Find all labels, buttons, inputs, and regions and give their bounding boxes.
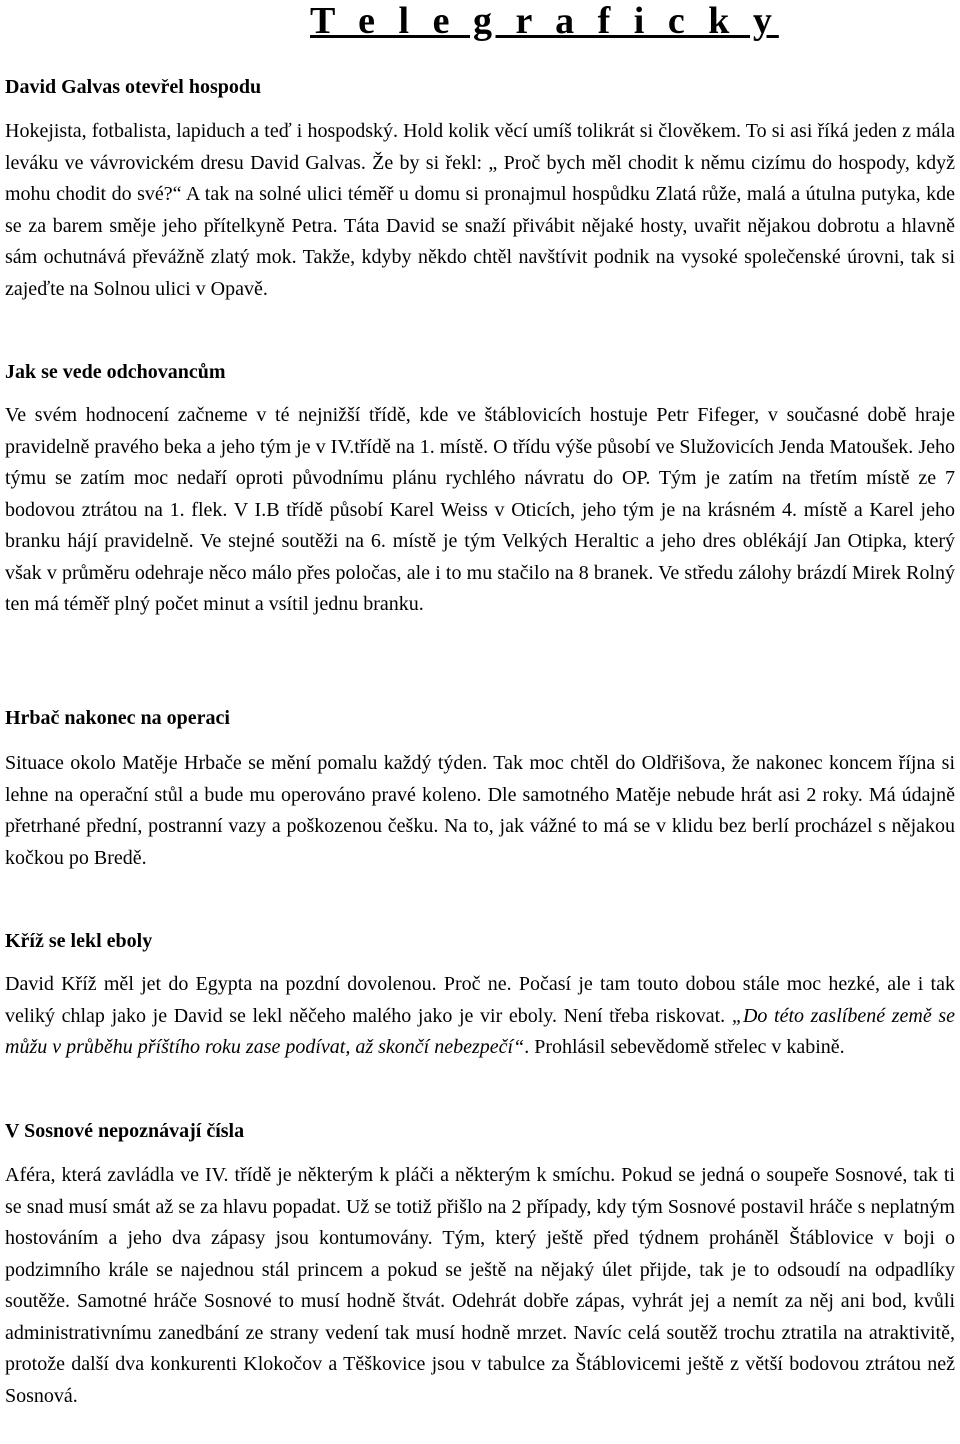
kriz-quote: „Do této zaslíbené země se můžu v průběhu příštího roku zase podívat, až skončí nebezpečí“ — [5, 1004, 955, 1058]
article-hrbac-body: Situace okolo Matěje Hrbače se mění pomalu každý týden. Tak moc chtěl do Oldřišova, že nakonec koncem října si lehne na operační stůl a bude mu operováno pravé koleno. Dle samotného Matěje nebude hrát asi 2 roky. Má údajně přetrhané přední, postranní vazy a poškozenou češku. Na to, jak vážné to má se v klidu bez berlí procházel s nějakou kočkou po Bredě. — [5, 752, 955, 869]
heading-kriz: Kříž se lekl eboly — [5, 930, 153, 952]
masthead-title: T e l e g r a f i c k y — [310, 0, 779, 42]
kriz-text-start: David Kříž měl jet do Egypta na pozdní dovolenou. Proč ne. Počasí je tam touto dobou stále moc hezké, ale i tak veliký chlap jako je David se lekl něčeho malého jako je vir eboly. Není třeba riskovat. — [5, 973, 955, 1027]
heading-odchovanci: Jak se vede odchovancům — [5, 361, 226, 383]
article-sosnova-body: Aféra, která zavládla ve IV. třídě je některým k pláči a některým k smíchu. Pokud se jedná o soupeře Sosnové, tak ti se snad musí smát až se za hlavu popadat. Už se totiž přišlo na 2 případy, kdy tým Sosnové postavil hráče s neplatným hostováním a jeho dva zápasy jsou kontumovány. Tým, který ještě před týdnem proháněl Štáblovice v boji o podzimního krále se najednou stál princem a pokud se ještě na nějaký úlet přijde, tak je to odsoudí na odpadlíky soutěže. Samotné hráče Sosnové to musí hodně štvát. Odehrát dobře zápas, vyhrát jej a nemít za něj ani bod, kvůli administrativnímu zanedbání ze strany vedení tak musí hodně mrzet. Navíc celá soutěž trochu ztratila na atraktivitě, protože další dva konkurenti Klokočov a Těškovice jsou v tabulce za Štáblovicemi ještě z větší bodovou ztrátou než Sosnová. — [5, 1164, 955, 1407]
article-galvas-body: Hokejista, fotbalista, lapiduch a teď i hospodský. Hold kolik věcí umíš tolikrát si člověkem. To si asi říká jeden z mála leváku ve vávrovickém dresu David Galvas. Že by si řekl: „ Proč bych měl chodit k němu cizímu do hospody, když mohu chodit do své?“ A tak na solné ulici téměř u domu si pronajmul hospůdku Zlatá růže, malá a útulna putyka, kde se za barem směje jeho přítelkyně Petra. Táta David se snaží přivábit nějaké hosty, uvařit nějakou dobrotu a hlavně sám ochutnává převážně zlatý mok. Takže, kdyby někdo chtěl navštívit podnik na vysoké společenské úrovni, tak si zajeďte na Solnou ulici v Opavě. — [5, 120, 955, 300]
article-odchovanci-body: Ve svém hodnocení začneme v té nejnižší třídě, kde ve štáblovicích hostuje Petr Fifeger, v současné době hraje pravidelně pravého beka a jeho tým je v IV.třídě na 1. místě. O třídu výše působí ve Služovicích Jenda Matoušek. Jeho týmu se zatím moc nedaří oproti původnímu plánu rychlého návratu do OP. Tým je zatím na třetím místě ze 7 bodovou ztrátou na 1. flek. V I.B třídě působí Karel Weiss v Oticích, jeho tým je na krásném 4. místě a Karel jeho branku hájí pravidelně. Ve stejné soutěži na 6. místě je tým Velkých Heraltic a jeho dres oblékájí Jan Otipka, který však v průměru odehraje něco málo přes poločas, ale i to mu stačilo na 8 branek. Ve středu zálohy brázdí Mirek Rolný ten má téměř plný počet minut a vsítil jednu branku. — [5, 404, 955, 615]
kriz-text-end: . Prohlásil sebevědomě střelec v kabině. — [524, 1036, 845, 1058]
heading-galvas: David Galvas otevřel hospodu — [5, 76, 262, 98]
article-kriz-body — [5, 969, 955, 1064]
heading-hrbac: Hrbač nakonec na operaci — [5, 707, 230, 729]
heading-sosnova: V Sosnové nepoznávají čísla — [5, 1120, 245, 1142]
